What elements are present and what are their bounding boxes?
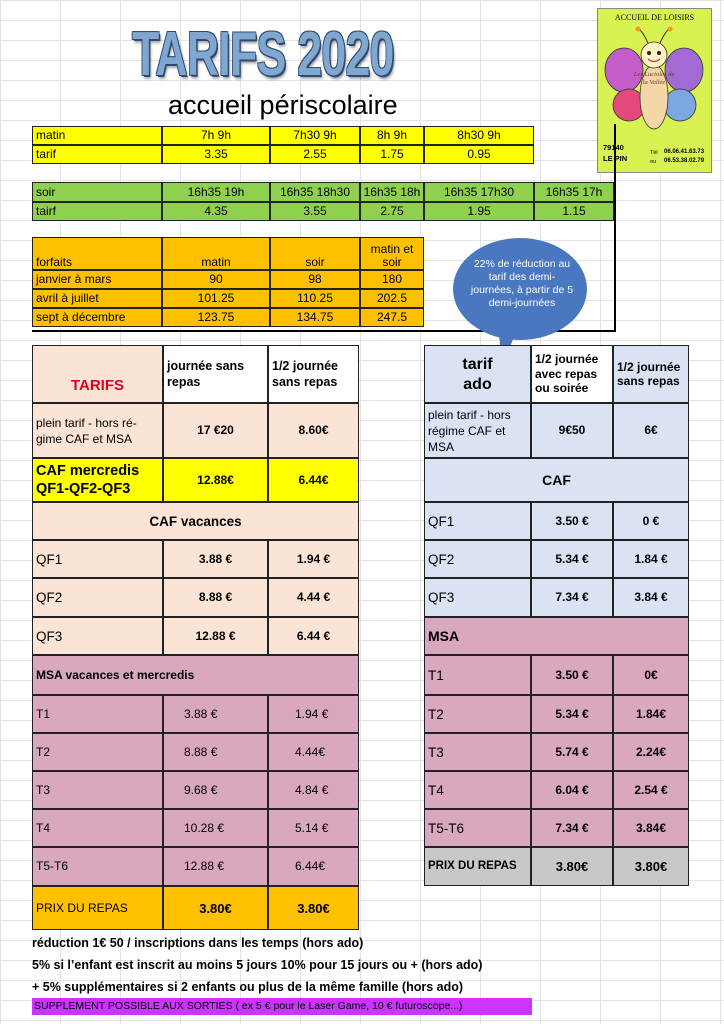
ado-msa-tranche: T2 [424, 695, 531, 733]
tarifs-msa-tranche: T5-T6 [32, 847, 163, 886]
ado-plein-avec-repas: 9€50 [531, 403, 613, 458]
ado-msa-avec-repas: 6.04 € [531, 771, 613, 809]
discount-bubble: 22% de réduction au tarif des demi-journées, à partir de 5 demi-journées [453, 238, 587, 340]
ado-caf-qf: QF1 [424, 502, 531, 540]
forfait-value: 123.75 [162, 308, 270, 327]
tarifs-caf-mercredis-journee: 12.88€ [163, 458, 268, 502]
evening-price: 1.15 [534, 202, 614, 221]
tarifs-msa-journee: 3.88 € [163, 695, 268, 733]
forfait-value: 180 [360, 270, 424, 289]
morning-price: 0.95 [424, 145, 534, 164]
ado-plein-label: plein tarif - hors régime CAF et MSA [424, 403, 531, 458]
ado-msa-sans-repas: 0€ [613, 655, 689, 695]
forfaits-header-matin: matin [162, 237, 270, 270]
tarifs-msa-demi: 4.44€ [268, 733, 359, 771]
tarifs-msa-journee: 10.28 € [163, 809, 268, 847]
morning-price: 3.35 [162, 145, 270, 164]
logo-phone-2: 06.53.38.02.79 [664, 158, 705, 164]
tarifs-msa-demi: 6.44€ [268, 847, 359, 886]
ado-msa-sans-repas: 1.84€ [613, 695, 689, 733]
ado-caf-avec-repas: 7.34 € [531, 578, 613, 617]
page-title: TARIFS 2020 [132, 20, 394, 89]
evening-time: 16h35 19h [162, 182, 270, 202]
ado-caf-sans-repas: 0 € [613, 502, 689, 540]
tarifs-header-title: TARIFS [32, 345, 163, 403]
tarifs-header-demi: 1/2 journée sans repas [268, 345, 359, 403]
forfait-period: avril à juillet [32, 289, 162, 308]
ado-repas-avec-repas: 3.80€ [531, 847, 613, 886]
ado-caf-qf: QF2 [424, 540, 531, 578]
evening-price: 1.95 [424, 202, 534, 221]
logo-mascot-text: Les Lucioles de la Vallée [633, 71, 675, 86]
tarifs-msa-demi: 1.94 € [268, 695, 359, 733]
note-5-percent: 5% si l’enfant est inscrit au moins 5 jours 10% pour 15 jours ou + (hors ado) [32, 958, 483, 972]
morning-price: 2.55 [270, 145, 360, 164]
ado-msa-sans-repas: 2.54 € [613, 771, 689, 809]
tarifs-caf-qf: QF2 [32, 578, 163, 617]
forfait-value: 110.25 [270, 289, 360, 308]
tarifs-caf-qf: QF3 [32, 617, 163, 655]
tarifs-header-journee: journée sans repas [163, 345, 268, 403]
tarifs-msa-tranche: T4 [32, 809, 163, 847]
ado-repas-sans-repas: 3.80€ [613, 847, 689, 886]
evening-time: 16h35 17h30 [424, 182, 534, 202]
forfaits-header-label: forfaits [32, 237, 162, 270]
tarifs-caf-journee: 3.88 € [163, 540, 268, 578]
tarifs-msa-tranche: T1 [32, 695, 163, 733]
tarifs-msa-journee: 12.88 € [163, 847, 268, 886]
ado-caf-avec-repas: 5.34 € [531, 540, 613, 578]
tarifs-caf-qf: QF1 [32, 540, 163, 578]
tarifs-caf-demi: 6.44 € [268, 617, 359, 655]
logo-tel-label: Tél [650, 150, 658, 156]
ado-caf-qf: QF3 [424, 578, 531, 617]
tarifs-msa-journee: 9.68 € [163, 771, 268, 809]
evening-time: 16h35 18h [360, 182, 424, 202]
logo-or-label: ou [650, 159, 657, 165]
ado-caf-avec-repas: 3.50 € [531, 502, 613, 540]
logo-town: LE PIN [603, 154, 628, 163]
tarifs-repas-label: PRIX DU REPAS [32, 886, 163, 930]
ado-caf-title: CAF [424, 458, 689, 502]
tarifs-caf-vacances-title: CAF vacances [32, 502, 359, 540]
note-reduction: réduction 1€ 50 / inscriptions dans les temps (hors ado) [32, 936, 364, 950]
tarifs-msa-title: MSA vacances et mercredis [32, 655, 359, 695]
ado-msa-avec-repas: 5.74 € [531, 733, 613, 771]
logo-phone-1: 06.06.41.63.73 [664, 149, 705, 155]
ado-msa-avec-repas: 7.34 € [531, 809, 613, 847]
ado-msa-sans-repas: 2.24€ [613, 733, 689, 771]
ado-header-title: tarif ado [424, 345, 531, 403]
evening-time: 16h35 18h30 [270, 182, 360, 202]
ado-repas-label: PRIX DU REPAS [424, 847, 531, 886]
morning-tarif-label: tarif [32, 145, 162, 164]
tarifs-msa-tranche: T3 [32, 771, 163, 809]
evening-price: 2.75 [360, 202, 424, 221]
morning-time: 7h30 9h [270, 126, 360, 145]
ado-msa-sans-repas: 3.84€ [613, 809, 689, 847]
tarifs-msa-tranche: T2 [32, 733, 163, 771]
evening-price: 4.35 [162, 202, 270, 221]
logo-postcode: 79140 [603, 143, 624, 152]
forfait-value: 202.5 [360, 289, 424, 308]
tarifs-caf-journee: 12.88 € [163, 617, 268, 655]
morning-label: matin [32, 126, 162, 145]
tarifs-caf-demi: 1.94 € [268, 540, 359, 578]
evening-price: 3.55 [270, 202, 360, 221]
forfait-value: 101.25 [162, 289, 270, 308]
tarifs-msa-journee: 8.88 € [163, 733, 268, 771]
tarifs-caf-journee: 8.88 € [163, 578, 268, 617]
tarifs-caf-mercredis-demi: 6.44€ [268, 458, 359, 502]
tarifs-msa-demi: 5.14 € [268, 809, 359, 847]
forfait-period: janvier à mars [32, 270, 162, 289]
tarifs-caf-mercredis-label: CAF mercredis QF1-QF2-QF3 [32, 458, 163, 502]
morning-price: 1.75 [360, 145, 424, 164]
logo-name: ACCUEIL DE LOISIRS [614, 13, 695, 22]
morning-time: 7h 9h [162, 126, 270, 145]
ado-msa-tranche: T3 [424, 733, 531, 771]
forfait-value: 134.75 [270, 308, 360, 327]
note-family: + 5% supplémentaires si 2 enfants ou plus de la même famille (hors ado) [32, 980, 464, 994]
tarifs-msa-demi: 4.84 € [268, 771, 359, 809]
morning-time: 8h 9h [360, 126, 424, 145]
forfait-value: 98 [270, 270, 360, 289]
tarifs-plein-demi: 8.60€ [268, 403, 359, 458]
ado-header-avec-repas: 1/2 journée avec repas ou soirée [531, 345, 613, 403]
forfait-value: 90 [162, 270, 270, 289]
tarifs-repas-journee: 3.80€ [163, 886, 268, 930]
forfait-value: 247.5 [360, 308, 424, 327]
ado-msa-tranche: T1 [424, 655, 531, 695]
forfaits-header-soir: soir [270, 237, 360, 270]
ado-msa-avec-repas: 3.50 € [531, 655, 613, 695]
ado-plein-sans-repas: 6€ [613, 403, 689, 458]
forfaits-header-matin-soir: matin et soir [360, 237, 424, 270]
ado-msa-tranche: T5-T6 [424, 809, 531, 847]
ado-header-sans-repas: 1/2 journée sans repas [613, 345, 689, 403]
page-subtitle: accueil périscolaire [168, 90, 398, 120]
ado-msa-avec-repas: 5.34 € [531, 695, 613, 733]
forfait-period: sept à décembre [32, 308, 162, 327]
note-supplement: SUPPLEMENT POSSIBLE AUX SORTIES ( ex 5 € pour le Laser Game, 10 € futuroscope...) [32, 998, 532, 1015]
tarifs-repas-demi: 3.80€ [268, 886, 359, 930]
ado-msa-title: MSA [424, 617, 689, 655]
ado-msa-tranche: T4 [424, 771, 531, 809]
evening-label: soir [32, 182, 162, 202]
evening-tarif-label: tairf [32, 202, 162, 221]
tarifs-plein-label: plein tarif - hors ré-gime CAF et MSA [32, 403, 163, 458]
tarifs-caf-demi: 4.44 € [268, 578, 359, 617]
morning-time: 8h30 9h [424, 126, 534, 145]
ado-caf-sans-repas: 3.84 € [613, 578, 689, 617]
evening-time: 16h35 17h [534, 182, 614, 202]
tarifs-plein-journee: 17 €20 [163, 403, 268, 458]
ado-caf-sans-repas: 1.84 € [613, 540, 689, 578]
